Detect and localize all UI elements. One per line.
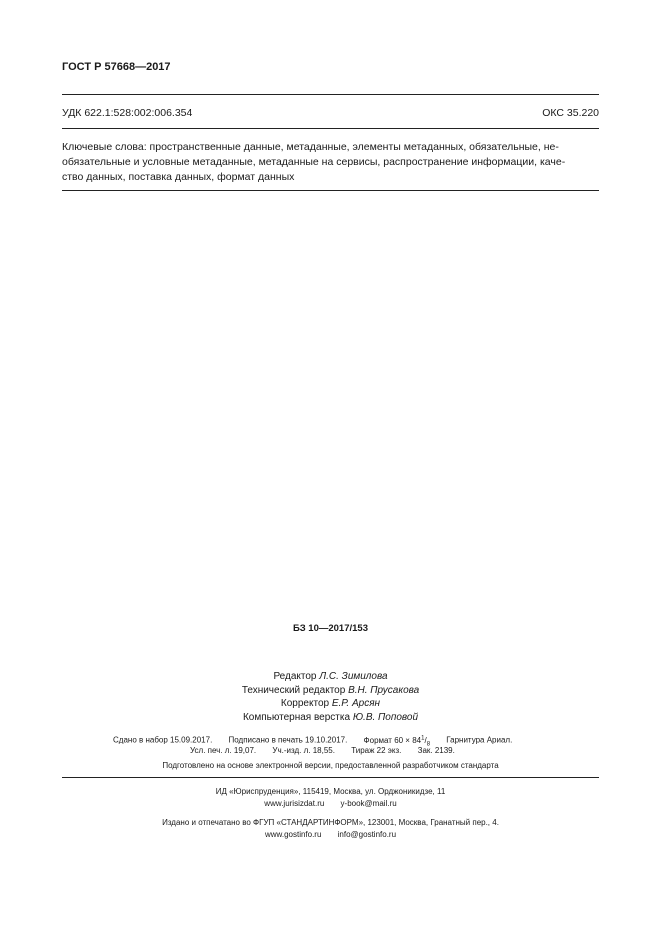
circulation: Тираж 22 экз. [351, 746, 402, 755]
order-number: Зак. 2139. [417, 746, 455, 755]
printer-site-link[interactable]: www.gostinfo.ru [264, 830, 322, 839]
signed-date: Подписано в печать 19.10.2017. [228, 735, 348, 745]
oks-code: ОКС 35.220 [542, 107, 599, 119]
publisher-address: ИД «Юриспруденция», 115419, Москва, ул. Орджоникидзе, 11 [215, 787, 446, 796]
bz-number: БЗ 10—2017/153 [293, 623, 368, 634]
typeface: Гарнитура Ариал. [446, 735, 513, 745]
credit-role: Редактор [273, 671, 317, 682]
credit-layout [0, 711, 661, 725]
keywords-line: ство данных, поставка данных, формат данных [62, 171, 295, 183]
printer-address: Издано и отпечатано во ФГУП «СТАНДАРТИНФОРМ», 123001, Москва, Гранатный пер., 4. [162, 818, 499, 827]
publisher-site-link[interactable]: www.jurisizdat.ru [264, 799, 325, 808]
credits-block [0, 670, 661, 724]
print-info-line-2 [190, 746, 455, 755]
credit-name: Л.С. Зимилова [319, 671, 388, 682]
credit-role: Технический редактор [241, 684, 346, 696]
credit-name: Е.Р. Арсян [331, 698, 381, 709]
paper-format: Формат $60 \times 84^1/_8$ [363, 735, 431, 748]
prepared-note: Подготовлено на основе электронной версии, предоставленной разработчиком стандарта [162, 761, 499, 770]
top-divider [62, 94, 599, 95]
publisher-email-link[interactable]: y-book@mail.ru [340, 799, 397, 808]
printer-contacts [0, 830, 661, 839]
edition-sheets: Уч.-изд. л. 18,55. [272, 746, 335, 755]
credit-role: Компьютерная верстка [242, 711, 351, 723]
credit-role: Корректор [280, 698, 330, 709]
credit-tech-editor [0, 684, 661, 698]
keywords-divider [62, 190, 599, 191]
classification-divider [62, 128, 599, 129]
keywords-line: Ключевые слова: пространственные данные, метаданные, элементы метаданных, обязательные, не- [62, 141, 559, 153]
credit-name: В.Н. Прусакова [348, 684, 420, 696]
print-sheets: Усл. печ. л. 19,07. [190, 746, 257, 755]
printer-email-link[interactable]: info@gostinfo.ru [337, 830, 397, 839]
keywords-block [62, 140, 599, 185]
udk-code: УДК 622.1:528:002:006.354 [62, 107, 193, 119]
credit-corrector [0, 697, 661, 711]
credit-name: Ю.В. Поповой [352, 711, 419, 723]
document-id: ГОСТ Р 57668—2017 [62, 61, 171, 73]
sent-date: Сдано в набор 15.09.2017. [113, 735, 213, 745]
publisher-contacts [0, 799, 661, 808]
publisher-divider [62, 777, 599, 778]
keywords-line: обязательные и условные метаданные, метаданные на сервисы, распространение информации, каче- [62, 156, 566, 168]
credit-editor [0, 670, 661, 684]
